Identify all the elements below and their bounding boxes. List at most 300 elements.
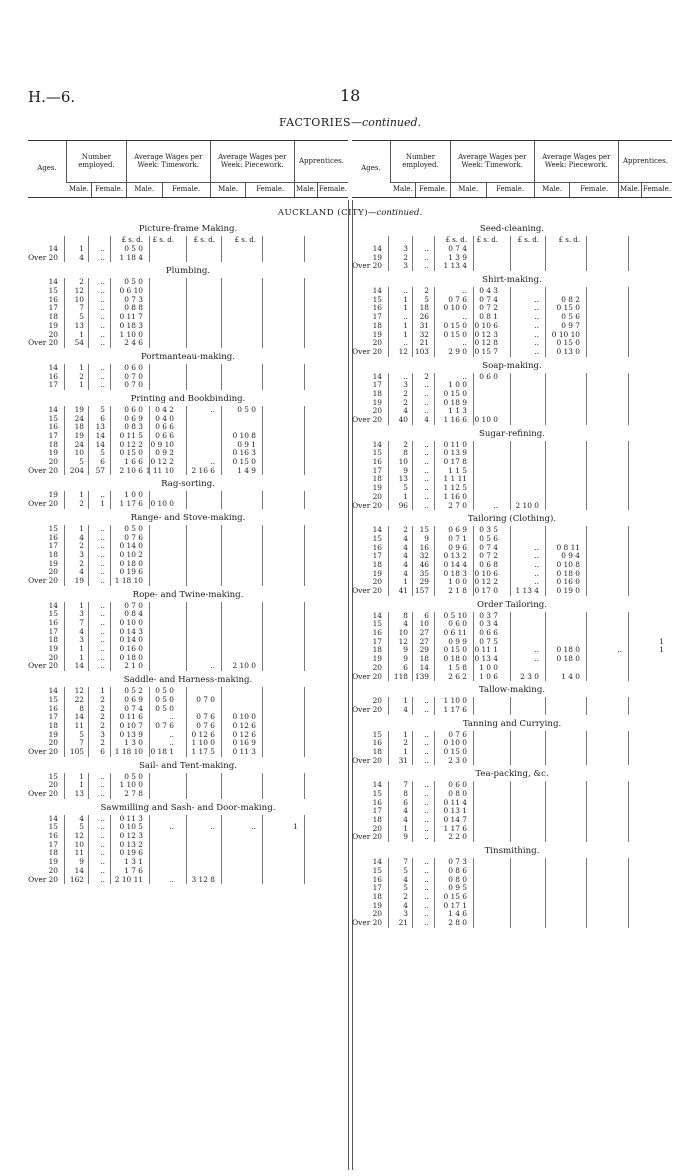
age-cell: 17 [48,712,58,722]
age-cell: 20 [372,406,382,416]
value-cell: 0 9 6 [448,542,467,552]
age-cell: 18 [48,720,58,730]
value-cell: 6 [100,413,105,423]
value-cell: .. [534,568,539,578]
value-cell: 0 18 0 [119,652,143,662]
value-cell: .. [210,822,215,832]
age-cell: 18 [372,645,382,655]
column-rule [412,731,413,766]
value-cell: 0 7 6 [448,294,467,304]
column-rule [304,236,305,262]
table-row [28,364,348,373]
column-rule [388,781,389,842]
table-row [352,825,672,834]
value-cell: .. [424,746,429,756]
value-cell: .. [424,823,429,833]
col-number: Number employed. [391,141,451,183]
table-row [352,781,672,790]
table-row [28,304,348,313]
trade-section [352,425,672,511]
value-cell: 0 3 4 [479,619,498,629]
value-cell: 0 17 1 [443,900,467,910]
value-cell: 9 [79,857,84,867]
value-cell: 0 5 0 [155,686,174,696]
trade-section [352,765,672,842]
column-rule [628,731,629,766]
value-cell: 1 1 11 [443,474,467,484]
value-cell: 8 [403,448,408,458]
value-cell: 0 10 10 [551,329,580,339]
value-cell: 4 [79,252,84,262]
value-cell: 0 9 7 [561,320,580,330]
value-cell: 7 [403,857,408,867]
value-cell: 12 [398,346,408,356]
col-timework: Average Wages per Week: Timework. [450,141,534,183]
value-cell: 22 [74,694,84,704]
value-cell: 0 7 3 [448,857,467,867]
column-rule [510,441,511,511]
value-cell: 2 [100,712,105,722]
value-cell: 31 [419,320,429,330]
value-cell: .. [424,865,429,875]
table-row [352,416,672,425]
age-cell: 20 [48,865,58,875]
column-rule [473,287,474,357]
value-cell: 4 [403,619,408,629]
value-cell: 105 [69,746,84,756]
table-row [28,339,348,348]
age-cell: Over 20 [352,261,382,271]
value-cell: .. [424,797,429,807]
value-cell: 0 10 2 [119,549,143,559]
value-cell: 4 [403,542,408,552]
column-rule [149,602,150,672]
age-cell: 16 [48,831,58,841]
age-cell: 15 [372,619,382,629]
value-cell: 0 12 3 [119,831,143,841]
value-cell: 3 [403,909,408,919]
age-cell: 16 [372,542,382,552]
column-rule [434,526,435,596]
value-cell: 18 [74,422,84,432]
value-cell: .. [424,244,429,253]
value-cell: 2 [100,738,105,748]
value-cell: 4 [79,626,84,636]
value-cell: 9 [403,465,408,475]
value-cell: 10 [419,619,429,629]
value-cell: .. [424,857,429,867]
value-cell: 2 [403,439,408,449]
value-cell: 0 19 6 [119,848,143,858]
table-row [352,552,672,561]
value-cell: 0 6 6 [479,628,498,638]
value-cell: .. [534,320,539,330]
column-rule [510,526,511,596]
value-cell: 29 [419,577,429,587]
age-cell: 17 [48,541,58,551]
table-row [28,628,348,637]
value-cell: 5 [403,483,408,493]
col-piecework: Average Wages per Week: Piecework. [534,141,618,183]
value-cell: 0 5 2 [124,686,143,696]
value-cell: 3 [79,549,84,559]
value-cell: 14 [95,439,105,449]
column-rule [545,236,546,271]
column-rule [186,525,187,586]
trade-title: Sawmilling and Sash- and Door-making. [100,802,276,813]
age-cell: 16 [48,532,58,542]
value-cell: 1 4 6 [448,909,467,919]
value-cell: 0 7 4 [124,703,143,713]
value-cell: .. [100,329,105,339]
column-rule [262,773,263,799]
trade-section [352,842,672,928]
column-rule [64,525,65,586]
value-cell: .. [100,652,105,662]
currency-units: £ s. d. [517,236,539,244]
value-cell: 0 7 1 [448,533,467,543]
column-rule [149,491,150,508]
value-cell: 4 [403,874,408,884]
value-cell: 2 [79,558,84,568]
value-cell: 0 14 0 [119,635,143,645]
value-cell: 0 17 0 [474,586,498,595]
value-cell: 0 18 3 [119,320,143,330]
value-cell: .. [100,320,105,330]
table-row [28,577,348,586]
value-cell: 10 [74,448,84,458]
value-cell: 1 0 0 [479,662,498,672]
value-cell: .. [534,312,539,322]
column-rule [149,815,150,885]
value-cell: 6 [100,746,105,756]
value-cell: 4 [424,415,429,424]
value-cell: 2 4 6 [124,338,143,348]
value-cell: 0 10 0 [119,618,143,627]
age-cell: 18 [372,815,382,825]
column-rule [304,602,305,672]
value-cell: 0 7 6 [196,712,215,722]
value-cell: 0 11 6 [119,712,143,722]
value-cell: 4 [403,568,408,578]
column-rule [388,526,389,596]
value-cell: 3 [403,261,408,271]
table-row [28,500,348,509]
value-cell: 21 [419,338,429,348]
value-cell: .. [462,371,467,381]
value-cell: .. [534,303,539,313]
value-cell: 4 [403,551,408,561]
value-cell: 1 17 6 [443,704,467,714]
column-rule [434,731,435,766]
value-cell: 139 [414,671,429,681]
value-cell: 1 3 9 [448,252,467,262]
value-cell: .. [100,371,105,381]
table-row [352,484,672,493]
column-rule [262,525,263,586]
value-cell: .. [100,874,105,884]
column-rule [64,602,65,672]
value-cell: 8 [79,703,84,713]
age-cell: 15 [372,865,382,875]
column-rule [64,236,65,262]
trade-section [352,220,672,271]
column-rule [88,278,89,348]
value-cell: 1 16 0 [443,491,467,501]
value-cell: 5 [403,865,408,875]
age-cell: 14 [48,277,58,287]
table-row [352,731,672,740]
table-row [28,731,348,740]
column-rule [149,525,150,586]
value-cell: 0 5 6 [561,312,580,322]
value-cell: 0 15 0 [232,457,256,467]
value-cell: .. [424,457,429,467]
value-cell: 1 [79,600,84,610]
value-cell: .. [100,575,105,585]
value-cell: 1 [403,294,408,304]
value-cell: .. [403,312,408,322]
column-rule [221,364,222,390]
value-cell: .. [100,813,105,823]
col-female: Female. [416,183,451,198]
column-rule [110,364,111,390]
value-cell: 0 15 0 [443,645,467,655]
age-cell: Over 20 [352,586,382,595]
age-cell: 18 [48,312,58,322]
value-cell: 0 5 0 [155,703,174,713]
value-cell: 0 12 6 [191,729,215,739]
trade-title: Picture-frame Making. [138,224,238,234]
value-cell: 0 12 2 [119,439,143,449]
column-rule [186,491,187,508]
value-cell: 0 15 0 [443,320,467,330]
value-cell: 4 [79,532,84,542]
column-rule [412,781,413,842]
age-cell: 16 [48,422,58,432]
column-rule [510,858,511,928]
column-rule [304,278,305,348]
column-rule [628,697,629,714]
value-cell: 0 8 4 [124,609,143,619]
value-cell: 0 7 6 [196,720,215,730]
value-cell: 1 [659,645,664,655]
value-cell: 0 7 6 [155,720,174,730]
age-cell: 20 [372,909,382,919]
value-cell: 14 [419,662,429,672]
table-row [352,638,672,647]
table-row [352,458,672,467]
table-row [352,893,672,902]
value-cell: 1 [79,771,84,781]
value-cell: 0 6 9 [124,694,143,704]
value-cell: .. [100,600,105,610]
value-cell: 0 12 2 [474,577,498,587]
column-rule [186,687,187,757]
value-cell: 1 0 0 [448,380,467,390]
value-cell: 7 [403,780,408,790]
column-rule [186,406,187,476]
value-cell: 0 5 0 [124,244,143,253]
value-cell: 2 [79,371,84,381]
value-cell: .. [100,626,105,636]
value-cell: .. [210,404,215,414]
age-cell: Over 20 [28,465,58,475]
age-cell: Over 20 [28,874,58,884]
value-cell: .. [403,371,408,381]
value-cell: 0 10 0 [443,303,467,313]
age-cell: Over 20 [352,671,382,681]
column-rule [473,858,474,928]
value-cell: 2 [403,252,408,262]
trade-section [28,799,348,885]
value-cell: 1 16 6 [443,415,467,424]
value-cell: 2 [424,286,429,296]
table-row [352,390,672,399]
value-cell: .. [424,406,429,416]
value-cell: 1 0 6 [479,671,498,681]
value-cell: 0 6 0 [479,371,498,381]
value-cell: 0 9 10 [150,439,174,449]
value-cell: 1 18 4 [119,252,143,262]
value-cell: 9 [424,533,429,543]
column-rule [221,773,222,799]
column-rule [545,373,546,425]
col-male: Male. [126,183,162,198]
value-cell: 10 [398,628,408,638]
col-female: Female. [92,183,127,198]
value-cell: 0 8 11 [556,542,580,552]
currency-units: £ s. d. [152,236,174,244]
value-cell: 1 10 0 [443,696,467,706]
value-cell: 0 5 0 [155,694,174,704]
value-cell: 0 7 0 [124,371,143,381]
value-cell: .. [100,857,105,867]
value-cell: .. [100,567,105,577]
value-cell: .. [462,286,467,296]
value-cell: .. [100,839,105,849]
age-cell: 14 [372,525,382,535]
table-row [352,296,672,305]
age-cell: Over 20 [28,661,58,671]
value-cell: 5 [403,883,408,893]
value-cell: 57 [95,465,105,475]
table-row [352,561,672,570]
age-cell: Over 20 [28,746,58,756]
value-cell: 1 17 6 [443,823,467,833]
table-row [28,790,348,799]
value-cell: 6 [403,797,408,807]
age-cell: 17 [48,431,58,440]
value-cell: 31 [398,755,408,765]
value-cell: 0 4 0 [155,413,174,423]
col-male: Male. [391,183,416,198]
value-cell: .. [424,891,429,901]
value-cell: 0 12 6 [232,729,256,739]
value-cell: 0 11 1 [474,645,498,655]
value-cell: 0 15 0 [556,303,580,313]
value-cell: .. [100,303,105,313]
value-cell: 0 7 4 [479,294,498,304]
column-rule [88,491,89,508]
value-cell: 1 10 0 [119,329,143,339]
column-rule [64,491,65,508]
age-cell: 19 [372,397,382,407]
age-cell: 18 [48,848,58,858]
value-cell: .. [424,909,429,919]
value-cell: 2 3 0 [448,755,467,765]
value-cell: 18 [419,303,429,313]
currency-units-row [352,236,672,245]
value-cell: .. [424,738,429,748]
table-row [352,833,672,842]
age-cell: Over 20 [352,500,382,510]
age-cell: 18 [372,746,382,756]
value-cell: 3 12 8 [191,874,215,884]
column-rule [64,406,65,476]
value-cell: 1 [403,746,408,756]
age-cell: 14 [48,813,58,823]
column-header-right [352,140,672,198]
value-cell: 1 [79,244,84,253]
value-cell: 0 8 6 [448,865,467,875]
col-male: Male. [450,183,486,198]
table-row [352,757,672,766]
value-cell: .. [424,704,429,714]
value-cell: 1 7 6 [124,865,143,875]
value-cell: 0 8 3 [124,422,143,432]
table-row [352,655,672,664]
trade-section [352,715,672,766]
value-cell: 0 9 1 [237,439,256,449]
value-cell: 204 [69,465,84,475]
column-rule [628,373,629,425]
col-male: Male. [534,183,570,198]
age-cell: 20 [372,823,382,833]
col-male: Male. [294,183,317,198]
value-cell: .. [493,500,498,510]
age-cell: 19 [48,729,58,739]
column-rule [586,287,587,357]
value-cell: 5 [79,729,84,739]
col-timework: Average Wages per Week: Timework. [126,141,210,183]
age-cell: 15 [372,533,382,543]
value-cell: 16 [419,542,429,552]
value-cell: 96 [398,500,408,510]
value-cell: 0 12 8 [474,338,498,348]
value-cell: .. [403,286,408,296]
value-cell: 0 6 6 [155,431,174,440]
age-cell: 20 [372,577,382,587]
value-cell: .. [462,338,467,348]
table-row [28,551,348,560]
value-cell: 0 15 7 [474,346,498,356]
col-number: Number employed. [67,141,127,183]
value-cell: 0 6 9 [448,525,467,535]
value-cell: 4 [79,567,84,577]
column-rule [262,364,263,390]
trade-title: Sail- and Tent-making. [138,760,238,771]
value-cell: 6 [403,662,408,672]
age-cell: 20 [372,696,382,706]
value-cell: 1 4 9 [237,465,256,475]
column-rule [110,815,111,885]
table-row [352,587,672,596]
value-cell: .. [100,541,105,551]
value-cell: 0 8 0 [448,789,467,798]
value-cell: .. [424,500,429,510]
table-row [352,313,672,322]
